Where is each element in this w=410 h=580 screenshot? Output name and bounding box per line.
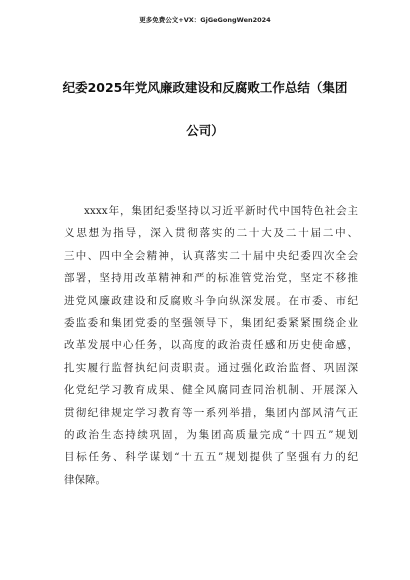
header-note: 更多免费公文+VX：GjGeGongWen2024 bbox=[139, 16, 271, 24]
body-line: 化党纪学习教育成果、健全风腐同查同治机制、开展深入 bbox=[64, 384, 358, 397]
body-line: xxxx年，集团纪委坚持以习近平新时代中国特色社会主 bbox=[84, 205, 358, 217]
body-line: 改革发展中心任务，以高度的政治责任感和历史使命感， bbox=[64, 339, 358, 352]
body-line: 三中、四中全会精神，认真落实二十届中央纪委四次全会 bbox=[64, 249, 358, 262]
body-line: 扎实履行监督执纪问责职责。通过强化政治监督、巩固深 bbox=[64, 361, 358, 374]
body-line: 贯彻纪律规定学习教育等一系列举措，集团内部风清气正 bbox=[64, 406, 358, 419]
body-line: 委监委和集团党委的坚强领导下，集团纪委紧紧围绕企业 bbox=[64, 316, 358, 329]
body-line: 进党风廉政建设和反腐败斗争向纵深发展。在市委、市纪 bbox=[64, 294, 358, 307]
body-paragraph bbox=[64, 200, 358, 491]
body-line: 义思想为指导，深入贯彻落实的二十大及二十届二中、 bbox=[64, 227, 358, 240]
body-line: 部署，坚持用改革精神和严的标准管党治党，坚定不移推 bbox=[64, 272, 358, 285]
body-line: 律保障。 bbox=[64, 473, 106, 486]
body-line: 的政治生态持续巩固，为集团高质量完成“十四五”规划 bbox=[64, 428, 358, 441]
body-line: 目标任务、科学谋划“十五五”规划提供了坚强有力的纪 bbox=[64, 451, 358, 464]
document-title-line-2: 公司） bbox=[186, 123, 224, 138]
document-title-line-1: 纪委2025年党风廉政建设和反腐败工作总结（集团 bbox=[62, 80, 348, 95]
